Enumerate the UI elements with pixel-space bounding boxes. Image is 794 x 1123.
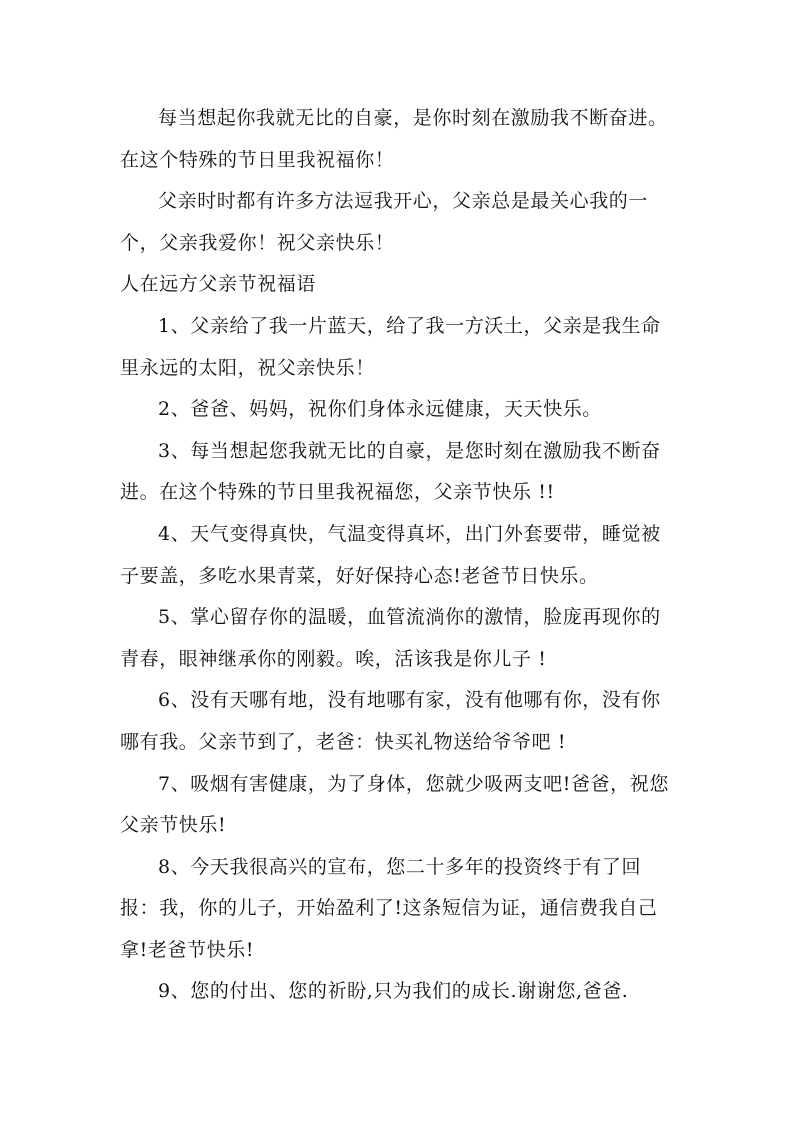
list-item-7: 7、吸烟有害健康，为了身体，您就少吸两支吧!爸爸，祝您父亲节快乐!	[120, 772, 669, 837]
list-item-1: 1、父亲给了我一片蓝天，给了我一方沃土，父亲是我生命里永远的太阳，祝父亲快乐！	[120, 314, 661, 379]
section-heading: 人在远方父亲节祝福语	[120, 273, 317, 296]
list-item-3: 3、每当想起您我就无比的自豪，是您时刻在激励我不断奋进。在这个特殊的节日里我祝福您，父亲节快乐 !!	[120, 439, 661, 504]
list-item-9: 9、您的付出、您的祈盼,只为我们的成长.谢谢您,爸爸.	[158, 980, 629, 1003]
paragraph-1: 每当想起你我就无比的自豪，是你时刻在激励我不断奋进。在这个特殊的节日里我祝福你！	[120, 107, 668, 171]
list-item-2: 2、爸爸、妈妈，祝你们身体永远健康，天天快乐。	[158, 398, 602, 421]
list-item-6: 6、没有天哪有地，没有地哪有家，没有他哪有你，没有你哪有我。父亲节到了，老爸：快买礼物送给爷爷吧 !	[120, 689, 661, 753]
paragraph-2: 父亲时时都有许多方法逗我开心，父亲总是最关心我的一个，父亲我爱你！祝父亲快乐！	[120, 190, 649, 254]
list-item-5: 5、掌心留存你的温暖，血管流淌你的激情，脸庞再现你的青春，眼神继承你的刚毅。唉，活该我是你儿子 !	[120, 606, 661, 670]
list-item-8: 8、今天我很高兴的宣布，您二十多年的投资终于有了回报：我，你的儿子，开始盈利了!这条短信为证，通信费我自己拿!老爸节快乐!	[120, 855, 658, 961]
document-body	[120, 98, 680, 1013]
list-item-4: 4、天气变得真快，气温变得真坏，出门外套要带，睡觉被子要盖，多吃水果青菜，好好保持心态!老爸节日快乐。	[120, 522, 661, 587]
